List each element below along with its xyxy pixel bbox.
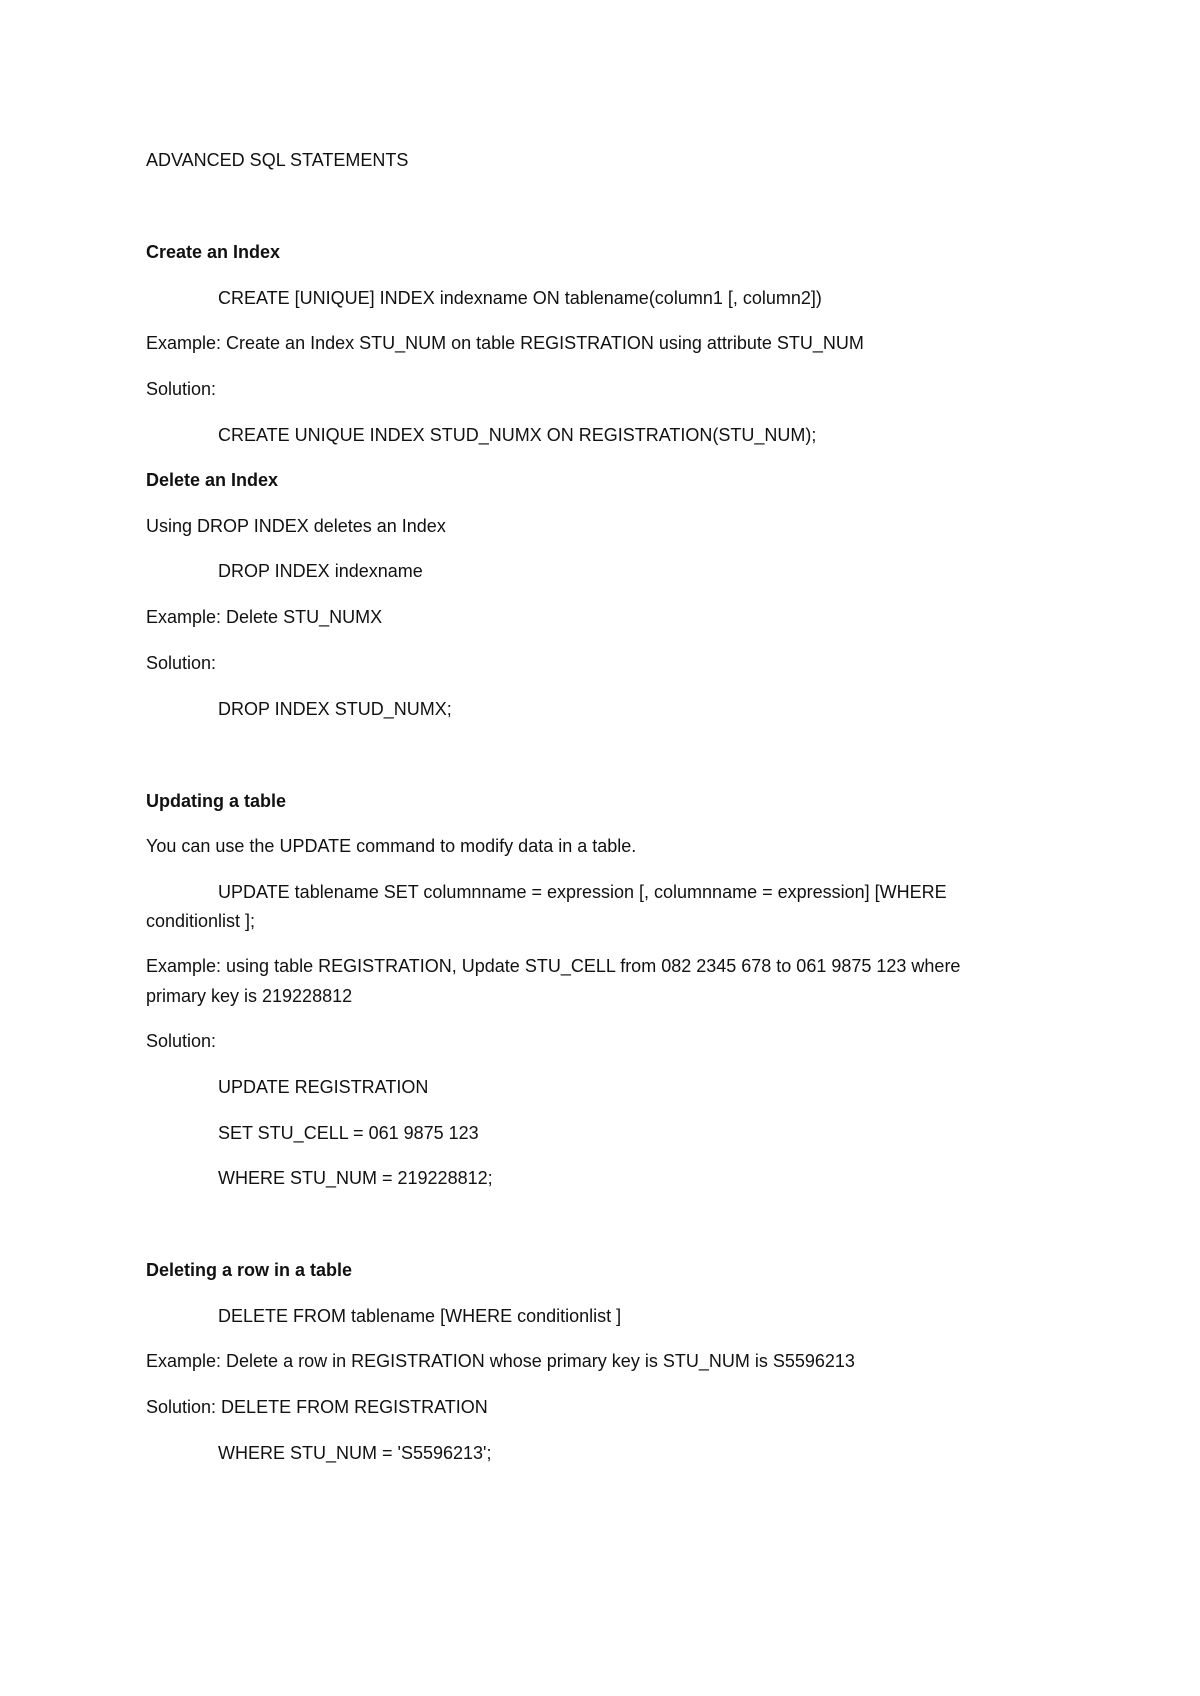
delete-index-solution: DROP INDEX STUD_NUMX; — [218, 699, 452, 719]
update-table-syntax-line1: UPDATE tablename SET columnname = expression [, columnname = expression] [WHERE — [218, 882, 947, 902]
update-table-heading: Updating a table — [146, 791, 287, 811]
document-title: ADVANCED SQL STATEMENTS — [146, 150, 409, 170]
update-table-example-line1: Example: using table REGISTRATION, Update STU_CELL from 082 2345 678 to 061 9875 123 where — [146, 956, 961, 976]
update-table-syntax-line2: conditionlist ]; — [146, 911, 256, 931]
create-index-solution: CREATE UNIQUE INDEX STUD_NUMX ON REGISTRATION(STU_NUM); — [218, 425, 817, 445]
delete-index-heading: Delete an Index — [146, 470, 279, 490]
update-table-solution-line1: UPDATE REGISTRATION — [218, 1077, 429, 1097]
delete-index-example: Example: Delete STU_NUMX — [146, 607, 383, 627]
delete-index-description: Using DROP INDEX deletes an Index — [146, 516, 446, 536]
delete-index-solution-label: Solution: — [146, 653, 217, 673]
delete-row-solution-line2: WHERE STU_NUM = 'S5596213'; — [218, 1443, 492, 1463]
create-index-solution-label: Solution: — [146, 379, 217, 399]
delete-row-heading: Deleting a row in a table — [146, 1260, 353, 1280]
update-table-example-line2: primary key is 219228812 — [146, 986, 353, 1006]
create-index-heading: Create an Index — [146, 242, 281, 262]
update-table-solution-label: Solution: — [146, 1031, 217, 1051]
delete-index-syntax: DROP INDEX indexname — [218, 561, 423, 581]
update-table-description: You can use the UPDATE command to modify data in a table. — [146, 836, 637, 856]
create-index-syntax: CREATE [UNIQUE] INDEX indexname ON tablename(column1 [, column2]) — [218, 288, 822, 308]
delete-row-example: Example: Delete a row in REGISTRATION whose primary key is STU_NUM is S5596213 — [146, 1351, 855, 1371]
update-table-solution-line2: SET STU_CELL = 061 9875 123 — [218, 1123, 479, 1143]
update-table-solution-line3: WHERE STU_NUM = 219228812; — [218, 1168, 493, 1188]
delete-row-solution-line1: Solution: DELETE FROM REGISTRATION — [146, 1397, 488, 1417]
create-index-example: Example: Create an Index STU_NUM on table REGISTRATION using attribute STU_NUM — [146, 333, 864, 353]
delete-row-syntax: DELETE FROM tablename [WHERE conditionlist ] — [218, 1306, 622, 1326]
